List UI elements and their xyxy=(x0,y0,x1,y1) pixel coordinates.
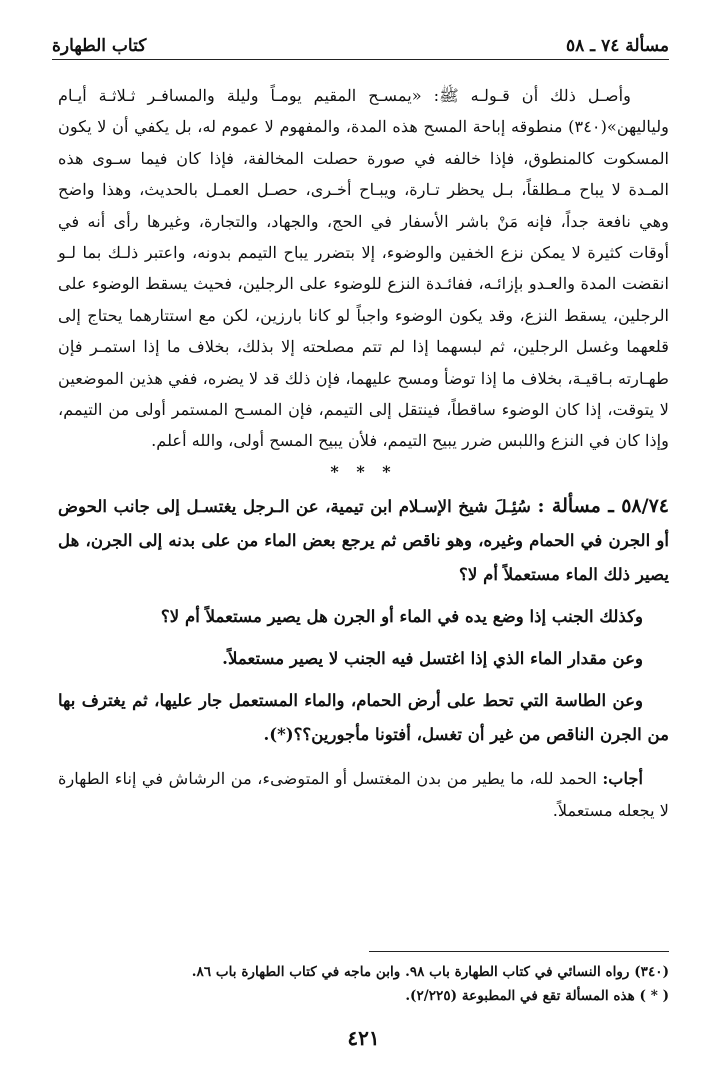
running-header xyxy=(52,28,669,60)
main-text xyxy=(58,80,669,827)
header-issue-range: مسألة ٧٤ ـ ٥٨ xyxy=(565,36,669,56)
paragraph-explanation: وأصـل ذلك أن قـولـه ﷺ: «يمسـح المقيم يومـاً وليلة والمسافـر ثـلاثـة أيـام ولياليهن»(٣٤٠) منطوقه إباحة المسح هذه المدة، والمفهوم لا عموم له، بل يكفي أن لا يكون المسكوت كالمنطوق، فإذا خالفه في صورة حصلت المخالفة، فإذا كان فيما سـوى هذه المـدة لا يباح مـطلقاً، بـل يحظر تـارة، ويبـاح أخـرى، حصـل العمـل بالحديث، وهذا واضح وهي نافعة جداً، فإنه مَنْ باشر الأسفار في الحج، والجهاد، والتجارة، وغيرها رأى أنه في أوقات كثيرة لا يمكن نزع الخفين والوضوء، إلا بتضرر يباح التيمم بدونه، واعتبر ذلـك بما لـو انقضت المدة والعـدو بإزائـه، ففائـدة النزع للوضوء على الرجلين، فحيث يسقط الوضوء على الرجلين، يسقط النزع، وقد يكون الوضوء واجباً لو كانا بارزين، لكن مع استتارهما يحتاج إلى قلعهما وغسل الرجلين، ثم لبسهما إذا لم تتم مصلحته إلا بذلك، بخلاف ما إذا استمـر فإن طهـارته بـاقيـة، بخلاف ما إذا توضأ ومسح عليهما، فإن ذلك قد لا يضره، ففي هذين الموضعين لا يتوقت، إذا كان الوضوء ساقطاً، فينتقل إلى التيمم، فإن المسـح المستمر أولى من التيمم، وإذا كان في النزع واللبس ضرر يبيح التيمم، فلأن يبيح المسح أولى، والله أعلم. xyxy=(58,86,669,451)
header-book-title: كتاب الطهارة xyxy=(52,36,147,56)
question-text: سُئِـلَ شيخ الإسـلام ابن تيمية، عن الـرجل يغتسـل إلى جانب الحوض أو الجرن في الحمام وغيره، وهو ناقص ثم يرجع بعض الماء من على بدنه إلى الجرن، هل يصير ذلك الماء مستعملاً أم لا؟ xyxy=(58,495,669,584)
answer-label: أجاب: xyxy=(602,768,643,788)
answer-text: الحمد لله، ما يطير من بدن المغتسل أو المتوضىء، من الرشاش في إناء الطهارة لا يجعله مستعملاً. xyxy=(58,768,669,820)
question-block xyxy=(58,489,669,591)
footnote-item: ( * ) هذه المسألة تقع في المطبوعة (٢/٢٢٥). xyxy=(405,988,669,1004)
question-line-3: وعن مقدار الماء الذي إذا اغتسل فيه الجنب لا يصير مستعملاً. xyxy=(222,647,643,668)
footnotes xyxy=(58,960,669,1008)
footnote-divider xyxy=(369,951,669,952)
page-number: ٤٢١ xyxy=(347,1026,380,1050)
question-line-2: وكذلك الجنب إذا وضع يده في الماء أو الجرن هل يصير مستعملاً أم لا؟ xyxy=(160,605,643,626)
section-separator: * * * xyxy=(330,461,397,481)
question-line-4: وعن الطاسة التي تحط على أرض الحمام، والماء المستعمل جار عليها، ثم يغترف بها من الجرن الناقص من غير أن تغسل، أفتونا مأجورين؟؟(*). xyxy=(58,689,669,744)
question-number: ٥٨/٧٤ ـ مسألة : xyxy=(537,494,669,517)
answer-block xyxy=(58,763,669,827)
footnote-item: (٣٤٠) رواه النسائي في كتاب الطهارة باب ٩٨. وابن ماجه في كتاب الطهارة باب ٨٦. xyxy=(191,964,669,980)
